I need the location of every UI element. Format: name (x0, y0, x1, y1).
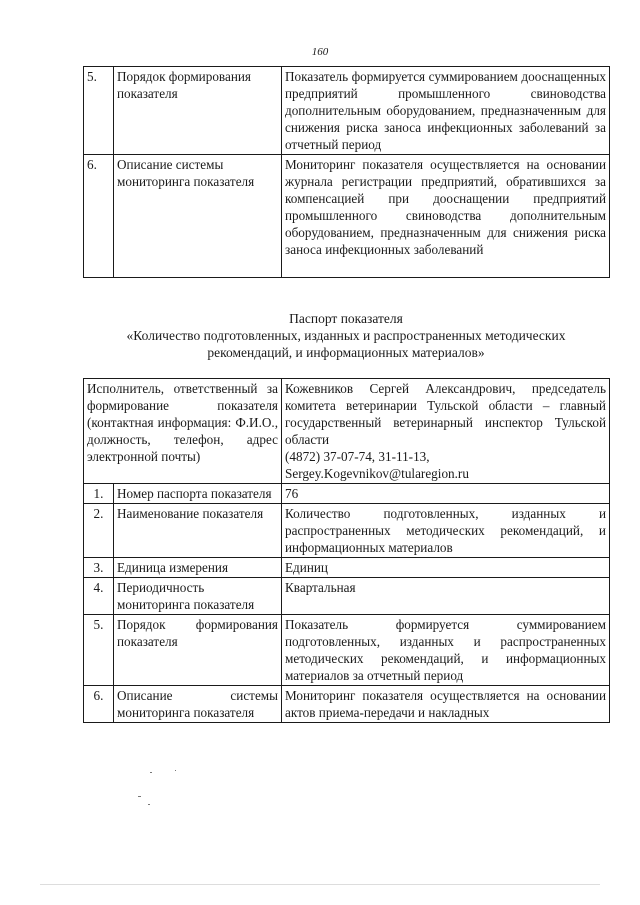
row-label: Описание системы мониторинга показателя (114, 155, 282, 278)
row-number: 6. (84, 686, 114, 723)
row-label: Периодичность мониторинга показателя (114, 578, 282, 615)
scan-speck (175, 770, 176, 771)
scan-speck (150, 772, 152, 773)
row-number: 6. (84, 155, 114, 278)
heading-title: Паспорт показателя (289, 311, 403, 326)
row-label: Наименование показателя (114, 504, 282, 558)
row-label: Порядок формирования показателя (114, 615, 282, 686)
row-value: Единиц (282, 558, 610, 578)
row-value: Количество подготовленных, изданных и распространенных методических рекомендаций, и информационных материалов (282, 504, 610, 558)
executor-row (84, 379, 610, 484)
table-row (84, 67, 610, 155)
row-number: 3. (84, 558, 114, 578)
page-number: 160 (311, 46, 329, 58)
heading-indicator-line1: «Количество подготовленных, изданных и распространенных методических (126, 328, 566, 343)
scan-edge-line (40, 884, 600, 885)
row-value: 76 (282, 484, 610, 504)
heading-indicator-line2: рекомендаций, и информационных материалов» (207, 345, 485, 360)
passport-table (83, 378, 610, 723)
scan-speck (138, 796, 141, 797)
executor-email: Sergey.Kogevnikov@tularegion.ru (285, 466, 469, 481)
scan-speck (148, 804, 150, 805)
executor-value (282, 379, 610, 484)
row-label: Единица измерения (114, 558, 282, 578)
passport-table-continued (83, 66, 610, 278)
row-number: 4. (84, 578, 114, 615)
executor-label: Исполнитель, ответственный за формирование показателя (контактная информация: Ф.И.О., должность, телефон, адрес электронной почты) (84, 379, 282, 484)
table-row (84, 686, 610, 723)
row-value: Мониторинг показателя осуществляется на основании журнала регистрации предприятий, обратившихся за компенсацией при дооснащении предприятий промышленного свиноводства дополнительным оборудованием, предназначенным для снижения риска заноса инфекционных заболеваний (282, 155, 610, 278)
table-row (84, 578, 610, 615)
table-row (84, 155, 610, 278)
executor-name: Кожевников Сергей Александрович, председатель комитета ветеринарии Тульской области – главный государственный ветеринарный инспектор Тульской области (285, 381, 606, 447)
row-number: 1. (84, 484, 114, 504)
table-row (84, 615, 610, 686)
executor-phone: (4872) 37-07-74, 31-11-13, (285, 449, 430, 464)
passport-heading (83, 310, 609, 361)
row-number: 5. (84, 67, 114, 155)
row-number: 5. (84, 615, 114, 686)
row-label: Описание системы мониторинга показателя (114, 686, 282, 723)
row-value: Показатель формируется суммированием подготовленных, изданных и распространенных методических рекомендаций, и информационных материалов за отчетный период (282, 615, 610, 686)
row-label: Порядок формирования показателя (114, 67, 282, 155)
row-label: Номер паспорта показателя (114, 484, 282, 504)
table-row (84, 558, 610, 578)
table-row (84, 504, 610, 558)
row-value: Мониторинг показателя осуществляется на основании актов приема-передачи и накладных (282, 686, 610, 723)
row-value: Показатель формируется суммированием дооснащенных предприятий промышленного свиноводства дополнительным оборудованием, предназначенным для снижения риска заноса инфекционных заболеваний за отчетный период (282, 67, 610, 155)
row-value: Квартальная (282, 578, 610, 615)
table-row (84, 484, 610, 504)
row-number: 2. (84, 504, 114, 558)
